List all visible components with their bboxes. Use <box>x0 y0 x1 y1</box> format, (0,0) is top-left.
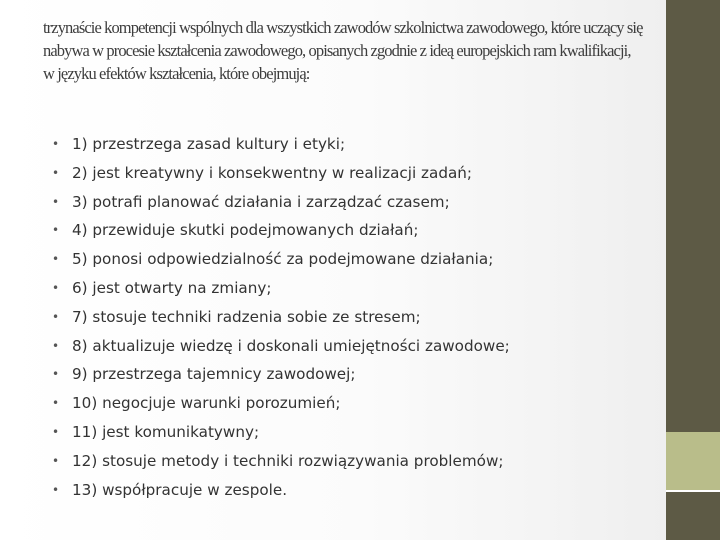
list-item <box>52 216 652 245</box>
sidebar-band-accent <box>666 432 720 490</box>
list-item-text: 4) przewiduje skutki podejmowanych działań; <box>72 221 419 240</box>
list-item <box>52 274 652 303</box>
list-item-text: 11) jest komunikatywny; <box>72 422 260 441</box>
list-item <box>52 360 652 389</box>
list-item <box>52 303 652 332</box>
competency-list <box>52 130 652 504</box>
list-item <box>52 245 652 274</box>
list-item-text: 3) potrafi planować działania i zarządzać czasem; <box>72 192 450 211</box>
decorative-sidebar <box>666 0 720 540</box>
bullet-icon: • <box>52 424 60 439</box>
list-item-text: 6) jest otwarty na zmiany; <box>72 278 272 297</box>
list-item <box>52 130 652 159</box>
bullet-icon: • <box>52 338 60 353</box>
bullet-icon: • <box>52 280 60 295</box>
sidebar-band-bottom <box>666 492 720 540</box>
list-item <box>52 447 652 476</box>
intro-paragraph: trzynaście kompetencji wspólnych dla wszystkich zawodów szkolnictwa zawodowego, które uczący się nabywa w procesie kształcenia zawodowego, opisanych zgodnie z ideą europejskich ram kwalifikacji, w języku efektów kształcenia, które obejmują: <box>43 18 643 83</box>
bullet-icon: • <box>52 223 60 238</box>
bullet-icon: • <box>52 194 60 209</box>
list-item <box>52 159 652 188</box>
list-item <box>52 418 652 447</box>
list-item <box>52 476 652 505</box>
bullet-icon: • <box>52 367 60 382</box>
list-item-text: 1) przestrzega zasad kultury i etyki; <box>72 135 346 153</box>
list-item-text: 8) aktualizuje wiedzę i doskonali umiejętności zawodowe; <box>72 336 510 355</box>
list-item-text: 10) negocjuje warunki porozumień; <box>72 394 341 413</box>
list-item-text: 12) stosuje metody i techniki rozwiązywania problemów; <box>72 451 504 470</box>
bullet-icon: • <box>52 137 60 151</box>
bullet-icon: • <box>52 453 60 468</box>
list-item-text: 5) ponosi odpowiedzialność za podejmowane działania; <box>72 250 494 269</box>
bullet-icon: • <box>52 165 60 180</box>
bullet-icon: • <box>52 396 60 411</box>
list-item-text: 13) współpracuje w zespole. <box>72 480 288 499</box>
list-item <box>52 332 652 361</box>
list-item <box>52 188 652 217</box>
list-item-text: 9) przestrzega tajemnicy zawodowej; <box>72 365 356 384</box>
list-item-text: 2) jest kreatywny i konsekwentny w realizacji zadań; <box>72 163 473 182</box>
list-item <box>52 389 652 418</box>
bullet-icon: • <box>52 252 60 267</box>
list-item-text: 7) stosuje techniki radzenia sobie ze stresem; <box>72 307 421 326</box>
bullet-icon: • <box>52 309 60 324</box>
bullet-icon: • <box>52 482 60 497</box>
sidebar-band-top <box>666 0 720 432</box>
